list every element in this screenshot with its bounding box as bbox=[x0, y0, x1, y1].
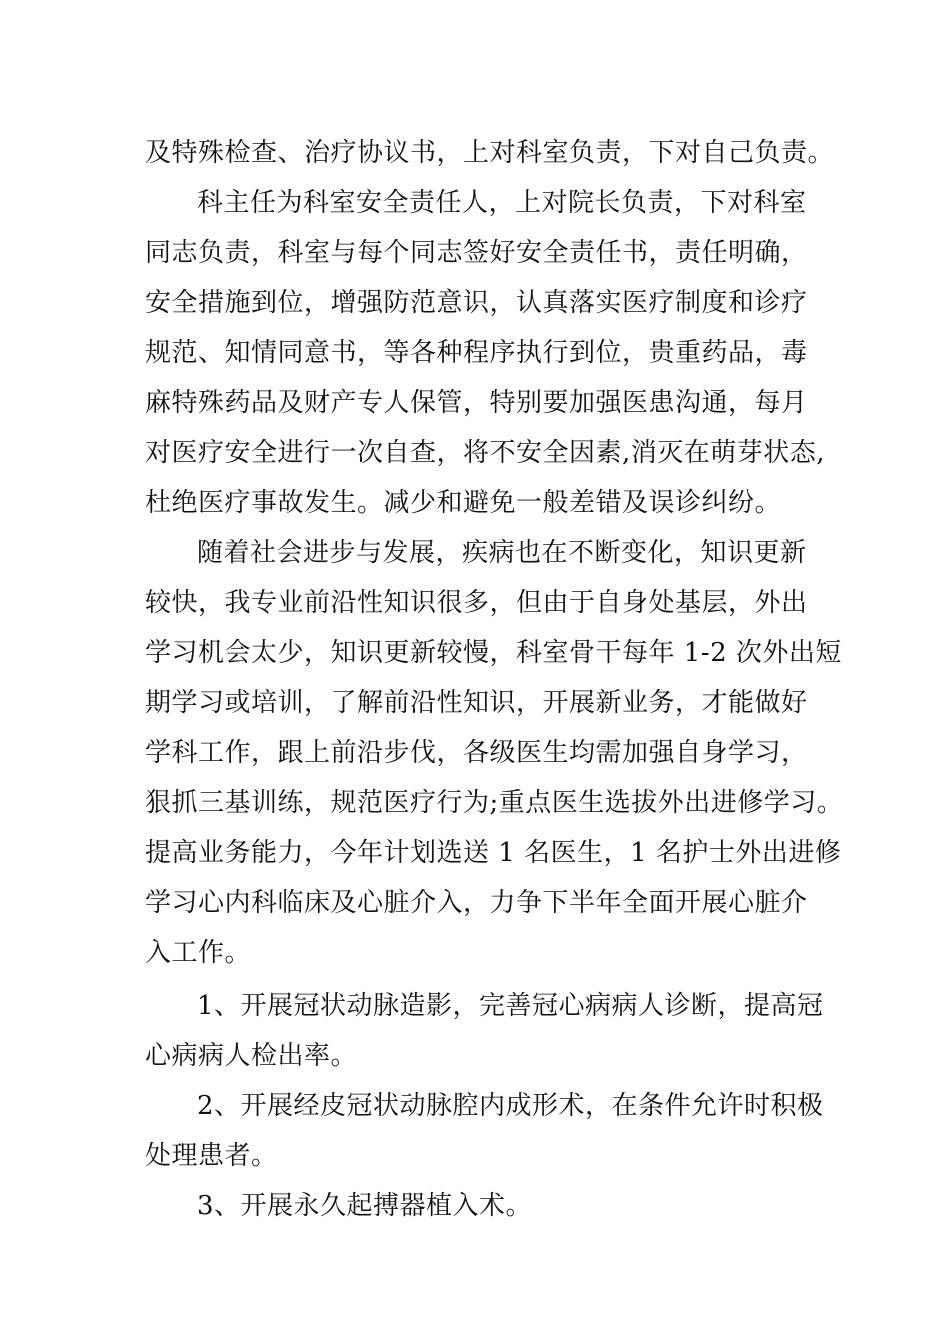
paragraph-start: 科主任为科室安全责任人，上对院长负责，下对科室 bbox=[197, 188, 807, 218]
text-line: 安全措施到位，增强防范意识，认真落实医疗制度和诊疗 bbox=[145, 288, 808, 318]
text-line: 心病病人检出率。 bbox=[145, 1041, 358, 1071]
text-line: 学科工作，跟上前沿步伐，各级医生均需加强自身学习， bbox=[145, 738, 808, 768]
text-line: 处理患者。 bbox=[145, 1141, 278, 1171]
text-line: 杜绝医疗事故发生。减少和避免一般差错及误诊纠纷。 bbox=[145, 488, 782, 518]
text-line: 麻特殊药品及财产专人保管，特别要加强医患沟通，每月 bbox=[145, 388, 808, 418]
text-line: 规范、知情同意书，等各种程序执行到位，贵重药品，毒 bbox=[145, 338, 808, 368]
text-line: 学习心内科临床及心脏介入，力争下半年全面开展心脏介 bbox=[145, 888, 808, 918]
text-line: 对医疗安全进行一次自查，将不安全因素,消灭在萌芽状态, bbox=[145, 438, 826, 468]
paragraph-start: 随着社会进步与发展，疾病也在不断变化，知识更新 bbox=[197, 538, 807, 568]
text-line: 期学习或培训，了解前沿性知识，开展新业务，才能做好 bbox=[145, 688, 808, 718]
text-line: 较快，我专业前沿性知识很多，但由于自身处基层，外出 bbox=[145, 588, 808, 618]
list-item-1: 1、开展冠状动脉造影，完善冠心病病人诊断，提高冠 bbox=[197, 991, 824, 1021]
text-line: 学习机会太少，知识更新较慢，科室骨干每年 1-2 次外出短 bbox=[145, 638, 842, 668]
text-line: 同志负责，科室与每个同志签好安全责任书，责任明确， bbox=[145, 238, 808, 268]
text-line: 提高业务能力，今年计划选送 1 名医生，1 名护士外出进修 bbox=[145, 838, 842, 868]
text-line: 及特殊检查、治疗协议书，上对科室负责，下对自己负责。 bbox=[145, 138, 835, 168]
list-item-3: 3、开展永久起搏器植入术。 bbox=[197, 1191, 533, 1221]
text-line: 入工作。 bbox=[145, 938, 252, 968]
text-line: 狠抓三基训练，规范医疗行为;重点医生选拔外出进修学习。 bbox=[145, 788, 844, 818]
list-item-2: 2、开展经皮冠状动脉腔内成形术，在条件允许时积极 bbox=[197, 1091, 824, 1121]
